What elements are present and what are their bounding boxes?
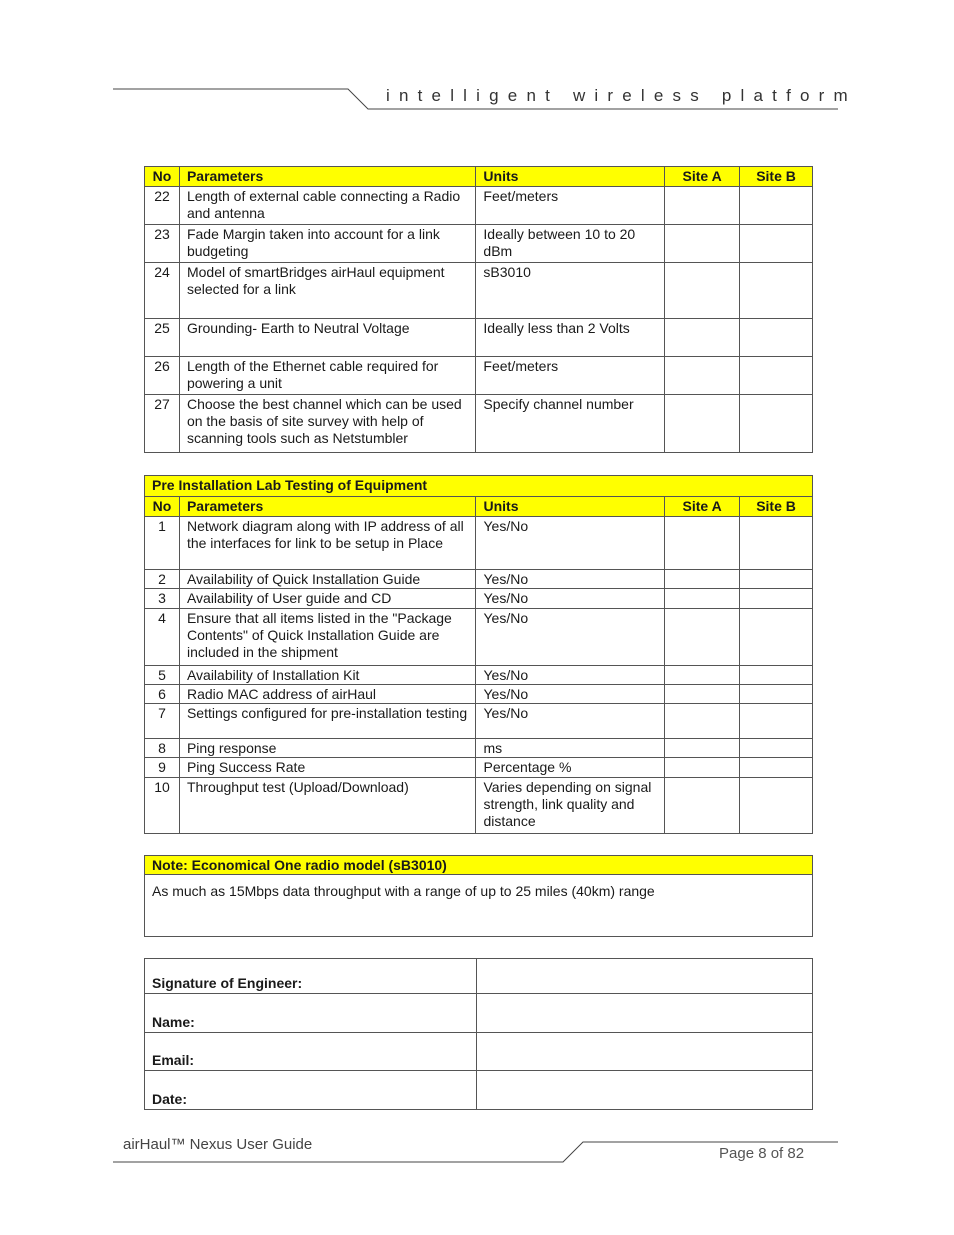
row-param: Throughput test (Upload/Download) [179, 778, 476, 834]
site-a-cell [665, 395, 740, 453]
table-row [145, 395, 813, 453]
site-b-cell [740, 589, 813, 609]
row-units: Yes/No [476, 704, 665, 739]
pre-installation-table [144, 475, 813, 834]
col-no: No [145, 497, 180, 517]
site-b-cell [740, 517, 813, 570]
name-value [476, 994, 812, 1033]
site-a-cell [665, 225, 740, 263]
table-row [145, 685, 813, 704]
row-units: Yes/No [476, 517, 665, 570]
site-b-cell [740, 609, 813, 666]
site-b-cell [740, 685, 813, 704]
row-units: ms [476, 739, 665, 758]
row-param: Network diagram along with IP address of all the interfaces for link to be setup in Place [179, 517, 476, 570]
row-no: 27 [145, 395, 180, 453]
row-units: sB3010 [476, 263, 665, 319]
table-row [145, 570, 813, 589]
table-header-row [145, 497, 813, 517]
site-a-cell [665, 517, 740, 570]
row-units: Ideally less than 2 Volts [476, 319, 665, 357]
row-no: 2 [145, 570, 180, 589]
header-tagline: intelligent wireless platform [386, 86, 857, 105]
table-row [145, 666, 813, 685]
table-row [145, 517, 813, 570]
row-units: Percentage % [476, 758, 665, 778]
col-site-b: Site B [740, 167, 813, 187]
site-a-cell [665, 758, 740, 778]
site-a-cell [665, 685, 740, 704]
site-b-cell [740, 225, 813, 263]
note-title: Note: Economical One radio model (sB3010) [145, 856, 813, 875]
row-param: Grounding- Earth to Neutral Voltage [179, 319, 475, 357]
site-a-cell [665, 704, 740, 739]
site-a-cell [665, 739, 740, 758]
site-b-cell [740, 778, 813, 834]
row-units: Yes/No [476, 685, 665, 704]
row-param: Availability of Installation Kit [179, 666, 476, 685]
table-row [145, 225, 813, 263]
email-value [476, 1033, 812, 1071]
col-no: No [145, 167, 180, 187]
row-no: 23 [145, 225, 180, 263]
site-a-cell [665, 263, 740, 319]
site-b-cell [740, 395, 813, 453]
parameters-table-1 [144, 166, 813, 453]
row-units: Yes/No [476, 609, 665, 666]
row-no: 5 [145, 666, 180, 685]
row-no: 7 [145, 704, 180, 739]
table-row [145, 704, 813, 739]
site-b-cell [740, 758, 813, 778]
email-label: Email: [145, 1033, 477, 1071]
col-parameters: Parameters [179, 167, 475, 187]
row-no: 4 [145, 609, 180, 666]
table-row [145, 187, 813, 225]
row-units: Yes/No [476, 570, 665, 589]
row-units: Varies depending on signal strength, link quality and distance [476, 778, 665, 834]
site-a-cell [665, 778, 740, 834]
table-row [145, 263, 813, 319]
row-param: Length of external cable connecting a Radio and antenna [179, 187, 475, 225]
row-param: Ping response [179, 739, 476, 758]
table-row [145, 589, 813, 609]
site-a-cell [665, 357, 740, 395]
site-b-cell [740, 263, 813, 319]
row-param: Model of smartBridges airHaul equipment selected for a link [179, 263, 475, 319]
row-param: Availability of Quick Installation Guide [179, 570, 476, 589]
section-title: Pre Installation Lab Testing of Equipment [145, 476, 813, 497]
row-param: Ping Success Rate [179, 758, 476, 778]
row-no: 24 [145, 263, 180, 319]
table-row [145, 319, 813, 357]
signature-label: Signature of Engineer: [145, 959, 477, 994]
site-b-cell [740, 666, 813, 685]
note-box [144, 855, 813, 937]
footer-guide-title: airHaul™ Nexus User Guide [123, 1136, 313, 1153]
table-row [145, 758, 813, 778]
date-label: Date: [145, 1071, 477, 1110]
section-title-row [145, 476, 813, 497]
date-value [476, 1071, 812, 1110]
name-label: Name: [145, 994, 477, 1033]
table-row [145, 739, 813, 758]
site-a-cell [665, 319, 740, 357]
table-header-row [145, 167, 813, 187]
row-units: Ideally between 10 to 20 dBm [476, 225, 665, 263]
row-param: Choose the best channel which can be used on the basis of site survey with help of scanning tools such as Netstumbler [179, 395, 475, 453]
signature-table [144, 958, 813, 1110]
site-b-cell [740, 357, 813, 395]
site-b-cell [740, 187, 813, 225]
row-param: Ensure that all items listed in the "Package Contents" of Quick Installation Guide are included in the shipment [179, 609, 476, 666]
site-b-cell [740, 570, 813, 589]
note-text: As much as 15Mbps data throughput with a range of up to 25 miles (40km) range [145, 875, 813, 937]
site-a-cell [665, 187, 740, 225]
row-no: 6 [145, 685, 180, 704]
row-param: Length of the Ethernet cable required for powering a unit [179, 357, 475, 395]
site-a-cell [665, 609, 740, 666]
col-site-b: Site B [740, 497, 813, 517]
site-a-cell [665, 589, 740, 609]
row-no: 9 [145, 758, 180, 778]
row-param: Fade Margin taken into account for a link budgeting [179, 225, 475, 263]
row-units: Feet/meters [476, 187, 665, 225]
site-b-cell [740, 319, 813, 357]
col-site-a: Site A [665, 167, 740, 187]
row-no: 22 [145, 187, 180, 225]
table-row [145, 778, 813, 834]
row-no: 26 [145, 357, 180, 395]
row-param: Radio MAC address of airHaul [179, 685, 476, 704]
col-units: Units [476, 167, 665, 187]
row-units: Yes/No [476, 589, 665, 609]
row-no: 25 [145, 319, 180, 357]
row-param: Availability of User guide and CD [179, 589, 476, 609]
col-units: Units [476, 497, 665, 517]
table-row [145, 357, 813, 395]
row-units: Yes/No [476, 666, 665, 685]
row-units: Specify channel number [476, 395, 665, 453]
table-row [145, 609, 813, 666]
row-no: 3 [145, 589, 180, 609]
signature-value [476, 959, 812, 994]
row-no: 8 [145, 739, 180, 758]
site-a-cell [665, 666, 740, 685]
row-param: Settings configured for pre-installation testing [179, 704, 476, 739]
site-b-cell [740, 704, 813, 739]
row-no: 10 [145, 778, 180, 834]
col-site-a: Site A [665, 497, 740, 517]
row-units: Feet/meters [476, 357, 665, 395]
site-a-cell [665, 570, 740, 589]
site-b-cell [740, 739, 813, 758]
row-no: 1 [145, 517, 180, 570]
col-parameters: Parameters [179, 497, 476, 517]
footer-page-number: Page 8 of 82 [719, 1145, 805, 1162]
